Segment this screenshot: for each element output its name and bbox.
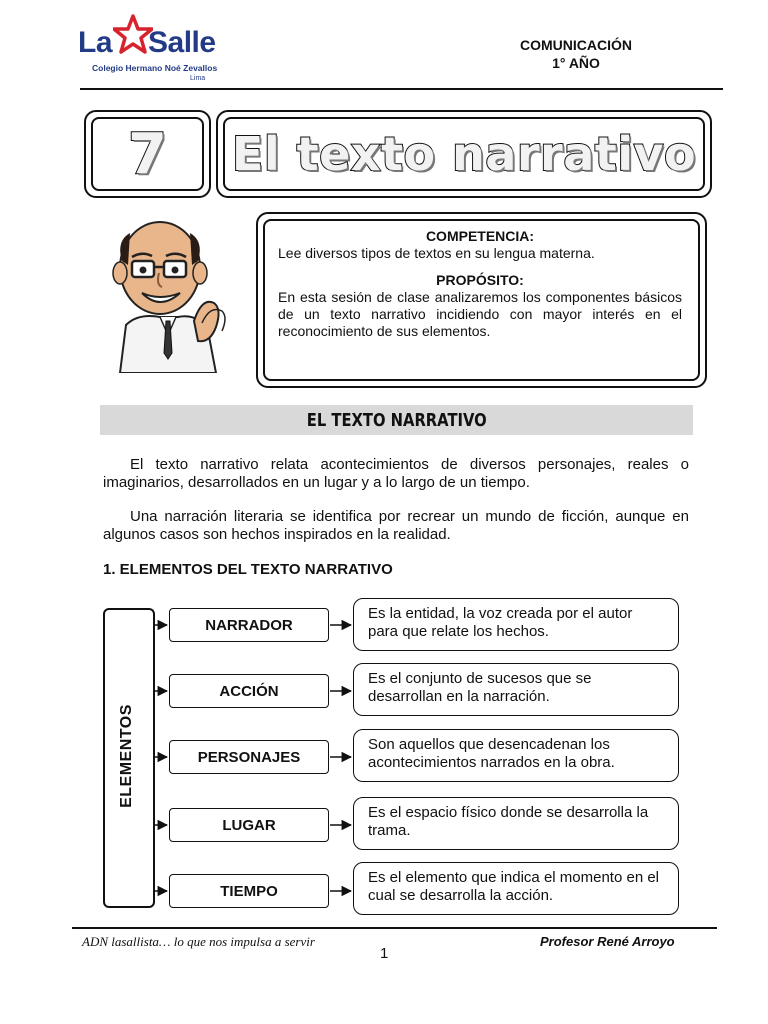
element-tiempo-description: Es el elemento que indica el momento en el cual se desarrolla la acción. bbox=[353, 862, 679, 915]
section-title: EL TEXTO NARRATIVO bbox=[306, 409, 487, 431]
grade-label: 1° AÑO bbox=[552, 55, 600, 71]
lesson-number-box bbox=[84, 110, 211, 198]
subject-name: COMUNICACIÓN bbox=[520, 37, 632, 53]
element-lugar-description: Es el espacio físico donde se desarrolla la trama. bbox=[353, 797, 679, 850]
teacher-illustration bbox=[98, 213, 238, 373]
element-narrador: NARRADOR bbox=[169, 608, 329, 642]
footer-motto: ADN lasallista… lo que nos impulsa a servir bbox=[82, 934, 315, 949]
purpose-heading: PROPÓSITO: bbox=[436, 272, 524, 288]
logo-school-name: Colegio Hermano Noé Zevallos bbox=[92, 63, 218, 73]
footer-author: Profesor René Arroyo bbox=[540, 934, 675, 949]
competence-content bbox=[278, 228, 682, 340]
intro-paragraph: El texto narrativo relata acontecimientos de diversos personajes, reales o imaginarios, desarrollados en un lugar y a lo largo de un tiempo. bbox=[103, 456, 689, 491]
footer-divider bbox=[72, 927, 717, 929]
fiction-paragraph: Una narración literaria se identifica por recrear un mundo de ficción, aunque en algunos casos son hechos inspirados en la realidad. bbox=[103, 508, 689, 543]
competence-text: Lee diversos tipos de textos en su lengua materna. bbox=[278, 245, 595, 261]
element-accion: ACCIÓN bbox=[169, 674, 329, 708]
elements-diagram bbox=[96, 594, 696, 924]
purpose-text: En esta sesión de clase analizaremos los componentes básicos de un texto narrativo incidiendo con mayor interés en el reconocimiento de sus elementos. bbox=[278, 289, 682, 339]
elements-vertical-label: ELEMENTOS bbox=[118, 704, 135, 808]
element-accion-description: Es el conjunto de sucesos que se desarrollan en la narración. bbox=[353, 663, 679, 716]
element-personajes-description: Son aquellos que desencadenan los acontecimientos narrados en la obra. bbox=[353, 729, 679, 782]
school-logo bbox=[78, 16, 228, 86]
element-tiempo: TIEMPO bbox=[169, 874, 329, 908]
element-lugar: LUGAR bbox=[169, 808, 329, 842]
page-number: 1 bbox=[380, 945, 389, 962]
element-personajes: PERSONAJES bbox=[169, 740, 329, 774]
lesson-title: El texto narrativo bbox=[231, 127, 697, 181]
competence-heading: COMPETENCIA: bbox=[425, 228, 535, 244]
logo-la-text: La bbox=[78, 26, 113, 59]
header-divider bbox=[80, 88, 723, 90]
logo-salle-text: Salle bbox=[148, 26, 216, 59]
elements-heading: 1. ELEMENTOS DEL TEXTO NARRATIVO bbox=[103, 561, 393, 578]
lesson-title-box bbox=[216, 110, 712, 198]
star-icon bbox=[113, 14, 153, 56]
logo-city: Lima bbox=[190, 75, 206, 82]
competence-box bbox=[256, 212, 707, 388]
lesson-number: 7 bbox=[128, 121, 167, 187]
subject-header bbox=[496, 36, 656, 72]
element-narrador-description: Es la entidad, la voz creada por el autor para que relate los hechos. bbox=[353, 598, 679, 651]
section-title-bar bbox=[100, 405, 693, 435]
